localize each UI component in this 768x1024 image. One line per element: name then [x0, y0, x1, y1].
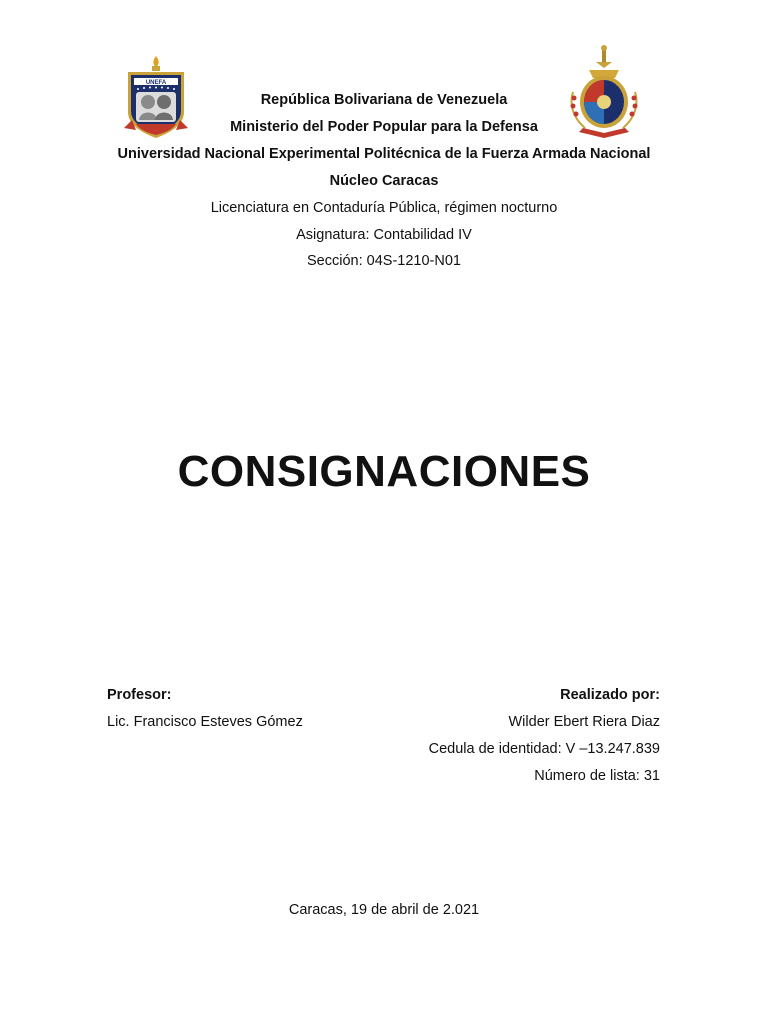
- place-date: Caracas, 19 de abril de 2.021: [288, 902, 480, 918]
- professor-name: Lic. Francisco Esteves Gómez: [107, 714, 303, 730]
- header-degree: Licenciatura en Contaduría Pública, régimen nocturno: [210, 200, 558, 216]
- author-id: Cedula de identidad: V –13.247.839: [428, 741, 660, 757]
- professor-heading: Profesor:: [107, 687, 172, 703]
- author-heading: Realizado por:: [560, 687, 660, 703]
- author-name: Wilder Ebert Riera Diaz: [508, 714, 660, 730]
- author-list-number: Número de lista: 31: [534, 768, 660, 784]
- header-section: Sección: 04S-1210-N01: [307, 253, 461, 269]
- header-republic: República Bolivariana de Venezuela: [260, 92, 508, 108]
- header-ministry: Ministerio del Poder Popular para la Defensa: [230, 119, 538, 135]
- header-university: Universidad Nacional Experimental Politécnica de la Fuerza Armada Nacional: [117, 146, 651, 162]
- header-campus: Núcleo Caracas: [329, 173, 439, 189]
- unefa-logo-text: UNEFA: [145, 80, 167, 86]
- header-subject: Asignatura: Contabilidad IV: [296, 227, 472, 243]
- document-title: CONSIGNACIONES: [177, 447, 591, 496]
